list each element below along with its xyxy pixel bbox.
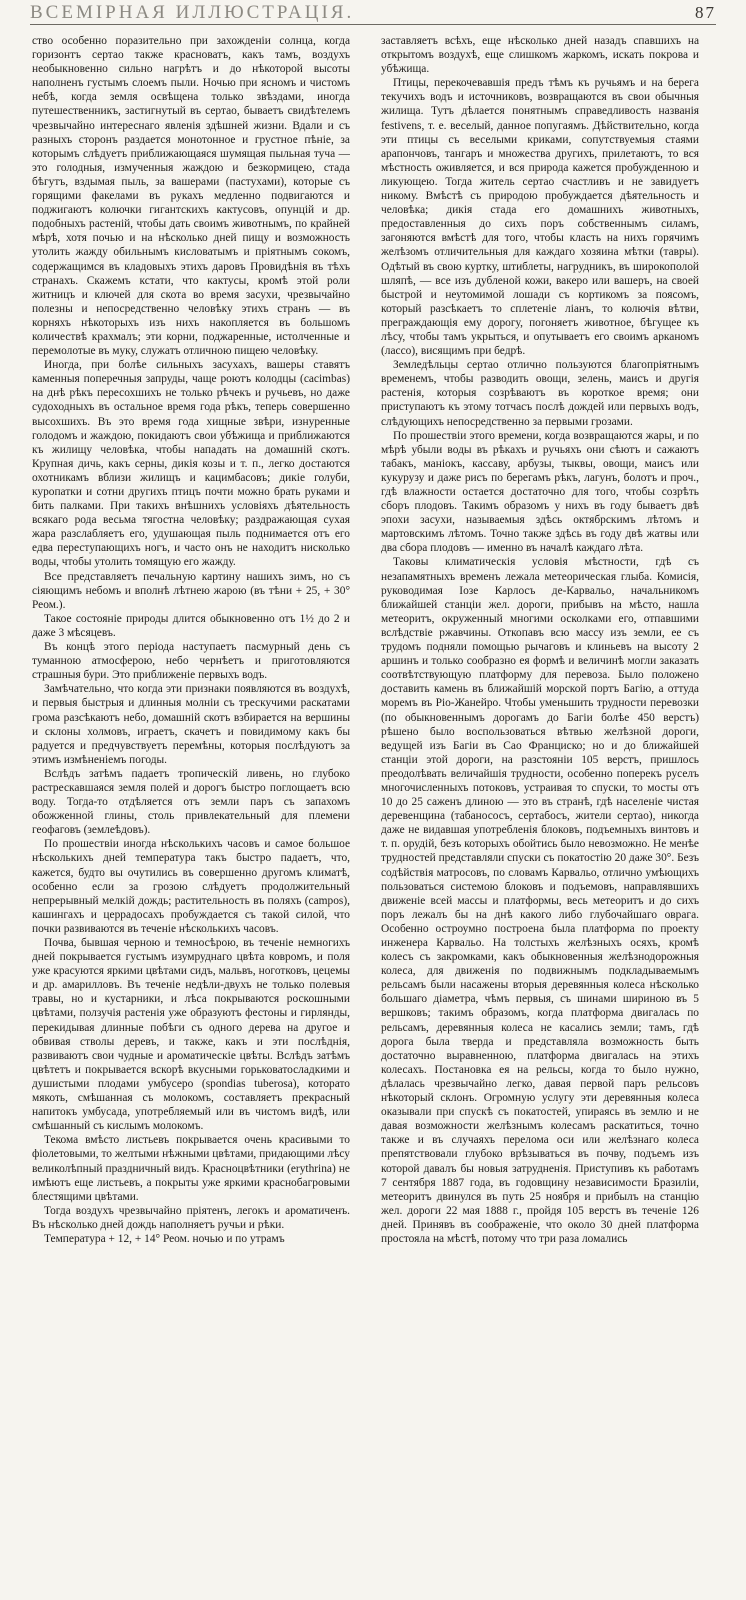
paragraph: Почва, бывшая черною и темносѣрою, въ теченіе немногихъ дней покрывается густымъ изумруднаго цвѣта ковромъ, и поля уже красуются яркими цвѣтами сидъ, мальвъ, ноготковъ, цецемы и др. амарилловъ. Въ теченіе недѣли-двухъ не только полевыя травы, но и кустарники, и лѣса покрываются роскошными цвѣтами, ползучія растенія уже образуютъ фестоны и гирлянды, перекидывая длинные побѣги съ одного дерева на другое и обвивая стволы деревъ, и также, какъ и эти послѣднія, развиваютъ свои чудные и ароматическіе цвѣты. Вслѣдъ затѣмъ цвѣтетъ и покрывается вскорѣ вкусными горьковатосладкими и душистыми плодами умбусеро (spondias tuberosa), которато мякоть, смѣшанная съ молокомъ, составляетъ прекрасный напитокъ умбусада, употребляемый или въ чистомъ видѣ, или смѣшанный съ кислымъ молокомъ. [32,937,350,1133]
page-number: 87 [695,3,716,22]
paragraph: По прошествіи этого времени, когда возвращаются жары, и по мѣрѣ убыли воды въ рѣкахъ и ручьяхъ они сѣютъ и сажаютъ табакъ, маніокъ, кассаву, арбузы, тыквы, овощи, маисъ или кукурузу и даже рисъ по берегамъ рѣкъ, лагунъ, болотъ и проч., гдѣ влажности остается достаточно для того, чтобы созрѣть сборъ плодовъ. Такимъ образомъ у нихъ въ году бываетъ двѣ эпохи засухи, называемыя здѣсь октябрскимъ лѣтомъ и мартовскимъ лѣтомъ. Точно также здѣсь въ году двѣ жатвы или два сбора плодовъ — именно въ началѣ каждаго лѣта. [381,429,699,555]
paragraph: Земледѣльцы сертао отлично пользуются благопріятнымъ временемъ, чтобы разводить овощи, зелень, маисъ и другія растенія, которыя созрѣваютъ въ короткое время; они приступаютъ къ этому тотчасъ послѣ дождей или первыхъ водъ, слѣдующихъ непосредственно за первыми грозами. [381,359,699,428]
paragraph: Вслѣдъ затѣмъ падаетъ тропическій ливень, но глубоко растрескавшаяся земля полей и дорогъ быстро поглощаетъ всю воду. Тогда-то отдѣляется отъ земли паръ съ запахомъ обожженной глины, столь привлекательный для племени геофаговъ (землеѣдовъ). [32,767,350,837]
paragraph: заставляетъ всѣхъ, еще нѣсколько дней назадъ спавшихъ на открытомъ воздухѣ, еще слишкомъ жаркомъ, искать покрова и убѣжища. [381,35,699,76]
publication-title: ВСЕМІРНАЯ ИЛЛЮСТРАЦІЯ. [30,2,355,23]
paragraph: По прошествіи иногда нѣсколькихъ часовъ и самое большое нѣсколькихъ дней температура такъ быстро падаетъ, что, кажется, будто вы очутились въ совершенно другомъ климатѣ, особенно если за грозою слѣдуетъ продолжительный непрерывный мелкій дождь; растительность въ поляхъ (campos), кашингахъ и церрадосахъ пробуждается съ такой силой, что почки развиваются въ теченіе нѣсколькихъ часовъ. [32,838,350,935]
left-column [32,34,350,1594]
paragraph: Въ концѣ этого періода наступаетъ пасмурный день съ туманною атмосферою, небо чернѣетъ и приготовляются страшныя бури. Это приближеніе первыхъ водъ. [32,641,350,682]
paragraph: Такое состояніе природы длится обыкновенно отъ 1½ до 2 и даже 3 мѣсяцевъ. [32,612,350,639]
paragraph: Птицы, перекочевавшія предъ тѣмъ къ ручьямъ и на берега текучихъ водъ и источниковъ, возвращаются въ свои обычныя жилища. Тутъ дѣлается понятнымъ справедливость названія festivens, т. е. веселый, данное попугаямъ. Дѣйствительно, когда эти птицы съ веселыми криками, сопутствуемыя стаями арапончовъ, тангаръ и множества другихъ, прилетаютъ, то вся мѣстность оживляется, и вся природа кажется пробужденною и ликующею. Тогда житель сертао счастливъ и не завидуетъ никому. Вмѣстѣ съ природою пробуждается дѣятельность и человѣка; дикія стада его домашнихъ животныхъ, предоставленныя до сихъ поръ собственнымъ силамъ, загоняются вмѣстѣ для того, чтобы класть на нихъ горячимъ желѣзомъ отличительныя для каждаго хозяина мѣтки (тавры). Одѣтый въ свою куртку, штиблеты, нагрудникъ, въ широкополой шляпѣ, — все изъ дубленой кожи, вакеро или вашеръ, на своей быстрой и неутомимой лошади съ кортикомъ за поясомъ, который разсѣкаетъ то сплетеніе ліанъ, то колючія вѣтви, преграждающія ему дорогу, погоняетъ животное, бѣгущее къ лѣсу, чтобы тамъ укрыться, и опутываетъ его своимъ арканомъ (лассо), висящимъ при бедрѣ. [381,77,699,358]
paragraph: Все представляетъ печальную картину нашихъ зимъ, но съ сіяющимъ небомъ и вполнѣ лѣтнею жарою (въ тѣни + 25, + 30° Реом.). [32,570,350,611]
paragraph: Иногда, при болѣе сильныхъ засухахъ, вашеры ставятъ каменныя поперечныя запруды, чаще роютъ колодцы (cacimbas) на днѣ рѣкъ пересохшихъ не только рѣчекъ и ручьевъ, но даже судоходныхъ въ остальное время года рѣкъ, теперь совершенно высохшихъ. Въ это время года хищные звѣри, изнуренные голодомъ и жаждою, покидаютъ свои убѣжища и приближаются къ жилищу человѣка, чтобы нападать на домашній скотъ. Крупная дичь, какъ серны, дикія козы и т. п., легко достаются охотникамъ вблизи жилищъ и кацимбасовъ; дикіе голуби, куропатки и сотни другихъ птицъ почти можно брать руками и бить палками. При такихъ внѣшнихъ условіяхъ дѣятельность всякаго рода весьма тягостна человѣку; раздражающая сухая жара разслабляетъ его, удушающая пыль поднимается отъ его едва переступающихъ ногъ, и часто онъ не находитъ нисколько воды, чтобы утолить томящую его жажду. [32,359,350,569]
paragraph: ство особенно поразительно при захожденіи солнца, когда горизонтъ сертао также красноватъ, какъ тамъ, воздухъ необыкновенно сильно нагрѣтъ и до нѣкоторой высоты наполненъ густымъ слоемъ пыли. Ночью при ясномъ и чистомъ небѣ, когда земля освѣщена только звѣздами, иногда путешественникъ, застигнутый въ сертао, бываетъ свидѣтелемъ чрезвычайно интереснаго явленія здѣшней жизни. Вдали и съ разныхъ сторонъ раздается монотонное и грустное пѣніе, за которымъ слѣдуетъ приближающаяся шумящая пыльная туча — это голодныя, измученныя жаждою и безкормицею, стада бѣгутъ, вздымая пыль, за вашерами (пастухами), которые съ горящими факелами въ рукахъ медленно подвигаются и поджигаютъ колючки гигантскихъ кактусовъ, опунцій и др. подобныхъ растеній, чтобы дать своимъ животнымъ, по крайней мѣрѣ, хотя почью и на нѣсколько дней пищу и возможность утолить жажду обильнымъ кисловатымъ и пріятнымъ сокомъ, содержащимся въ кладовыхъ этихъ даровъ Провидѣнія въ тѣхъ странахъ. Скажемъ кстати, что кактусы, кромѣ этой роли житницъ и ключей для скота во время засухи, чрезвычайно полезны и непосредственно человѣку этихъ странъ — въ корняхъ нѣкоторыхъ изъ нихъ накопляется въ большомъ количествѣ крахмалъ; эти корни, поджаренные, истолченные и перемолотые въ муку, служатъ отличною пищею человѣку. [32,35,350,358]
right-column [381,34,699,1594]
paragraph: Тогда воздухъ чрезвычайно пріятенъ, легокъ и ароматиченъ. Въ нѣсколько дней дождь наполняетъ ручьи и рѣки. [32,1204,350,1231]
paragraph: Текома вмѣсто листьевъ покрывается очень красивыми то фіолетовыми, то желтыми нѣжными цвѣтами, придающими лѣсу великолѣпный праздничный видъ. Красноцвѣтники (erythrina) не имѣютъ еще листьевъ, а покрыты уже яркими краснобагровыми блестящими цвѣтами. [32,1134,350,1203]
paragraph: Замѣчательно, что когда эти признаки появляются въ воздухѣ, и первыя быстрыя и длинныя молніи съ трескучими раскатами грома разсѣкаютъ небо, домашній скотъ взбирается на вершины и склоны холмовъ, играетъ, скачетъ и повидимому какъ бы радуется и предчувствуетъ перемѣны, которыя послѣдуютъ за этимъ измѣненіемъ погоды. [32,683,350,766]
page-header [30,0,716,25]
paragraph: Таковы климатическія условія мѣстности, гдѣ съ незапамятныхъ временъ лежала метеорическая глыба. Комисія, руководимая Іозе Карлосъ де-Карвальо, начальникомъ ближайшей станціи жел. дороги, прибывъ на мѣсто, нашла метеоритъ, окруженный многими осколками его, отпавшими вслѣдствіе ржавчины. Откопавъ всю массу изъ земли, ее съ трудомъ подняли помощью рычаговъ и клиньевъ на высоту 2 аршинъ и только сообразно ея формѣ и величинѣ могли заказать соотвѣтствующую платформу для перевоза. Было положено доставить камень въ ближайшій морской портъ Багію, а оттуда моремъ въ Ріо-Жанейро. Чтобы уменьшить трудности перевозки (по обыкновеннымъ дорогамъ до Багіи болѣе 450 верстъ) рѣшено было воспользоваться вѣтвью желѣзной дороги, ведущей изъ Багіи въ Сао Франциско; но и до ближайшей станціи этой дороги, на разстояніи 105 верстъ, пришлось преодолѣвать величайшія трудности, особенно поперекъ руселъ многочисленныхъ потоковъ, устраивая то спуски, то мосты отъ 10 до 25 саженъ длиною — это въ странѣ, гдѣ населеніе чистая деревенщина (табанососъ, сертабосъ, жители сертао), никогда даже не видавшая употребленія блоковъ, подъемныхъ винтовъ и т. п. орудій, безъ которыхъ обойтись было невозможно. Не менѣе трудностей представляли спуски съ покатостію 20 даже 30°. Безъ содѣйствія матросовъ, по словамъ Карвальо, отлично умѣющихъ пользоваться системою блоковъ и подъемовъ, направлявшихъ движеніе всей массы и платформы, весь метеоритъ и до сихъ поръ лежалъ бы на днѣ какого либо глубочайшаго оврага. Особенно остроумно построена была платформа по проекту инженера Карвальо. На толстыхъ желѣзныхъ осяхъ, кромѣ колесъ съ закромками, какъ обыкновенныя желѣзнодорожныя колеса, для движенія по подвижнымъ подкладываемымъ рельсамъ были насажены вторыя деревянныя колеса нѣсколько большаго діаметра, чѣмъ первыя, съ шинами шириною въ 5 вершковъ; такимъ образомъ, когда платформа двигалась по рельсамъ, деревянныя колеса не касались земли; тамъ, гдѣ дорога была тверда и представляла возможность быть достаточно выравненною, платформа двигалась на этихъ колесахъ. Постановка ея на рельсы, когда то было нужно, дѣлалась чрезвычайно легко, давая первой паръ рельсовъ нѣкоторый склонъ. Огромную услугу эти деревянныя колеса оказывали при спускѣ съ покатостей, упираясь въ землю и не давая возможности желѣзнымъ колесамъ раскатиться, точно также и въ случаяхъ перелома оси или желѣзнаго колеса препятствовали глубоко врѣзываться въ почву, подъемъ изъ которой давалъ бы новыя затрудненія. Приступивъ къ работамъ 7 сентября 1887 года, въ годовщину независимости Бразиліи, метеоритъ двинулся въ путь 25 ноября и прибылъ на станцію жел. дороги 22 мая 1888 г., пройдя 105 верстъ въ теченіе 126 дней. Принявъ въ соображеніе, что около 30 дней платформа простояла на мѣстѣ, потому что три раза ломались [381,556,699,1245]
paragraph: Температура + 12, + 14° Реом. ночью и по утрамъ [44,1232,285,1245]
